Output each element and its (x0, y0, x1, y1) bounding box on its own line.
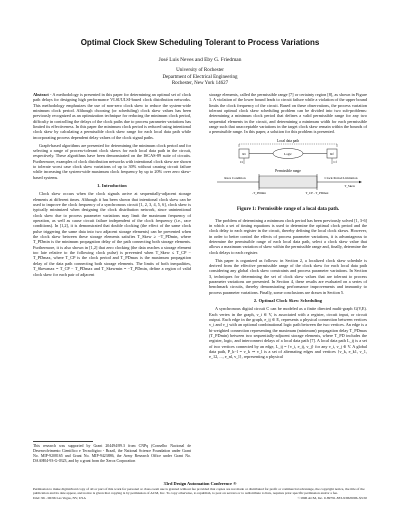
funding-footnote: This research was supported by Grant 204494/89.3 from CNPq (Conselho Nacional de Desenvolvimento Científico e Tecnológico - Brazil, the National Science Foundation under Grant No. MIP-9208165 and Grant No. MIP-9423886, the Army Research Office under Grant No. DAAH04-93-G-0323, and by a grant from the Xerox Corporation (33, 444, 191, 463)
clock-period-limitation-label: Clock Period Limitation (324, 176, 358, 181)
section-2-paragraph: A synchronous digital circuit C can be modeled as a finite directed multi-graph G(V,E). Each vertex in the graph, v_i ∈ V, is associated with a register, circuit input, or circuit output. Each edge in the graph, e_ij ∈ E, represents a physical connection between vertices v_i and v_j with an optional combinational logic path between the two vertices. An edge is a bi-weighted connection representing the maximum (minimum) propagation delay T_PDmax (T_PDmin) between two sequentially-adjacent storage elements, where T_PD includes the register, logic, and interconnect delays of a local data path [7]. A local data path L_ij is a set of two vertices connected by an edge, L_ij = {v_i, e_ij, v_j} for any v_i, v_j ∈ V. A global data path, P_k−l = v_k ⇝ v_l is a set of alternating edges and vertices {v_k, e_k1, v_1, e_12, ..., e_nl, v_l}, representing a physical (209, 306, 367, 360)
abstract-text: - A methodology is presented in this paper for determining an optimal set of clock path delays for designing high performance VLSI/ULSI-based clock distribution networks. This methodology emphasizes the use of non-zero clock skew to reduce the system-wide minimum clock period. Although choosing (or scheduling) clock skew values has been previously recognized as an optimization technique for reducing the minimum clock period, difficulty in controlling the delays of the clock paths due to process parameter variations has limited its effectiveness. In this paper the minimum clock period is reduced using intentional clock skew by calculating a permissible clock skew range for each local data path while incorporating process dependent delay values of the clock signal paths. (33, 92, 191, 140)
figure-1-diagram (209, 137, 367, 205)
section-2-heading: 2. Optimal Clock Skew Scheduling (253, 297, 323, 303)
cf-label: Cf (333, 160, 337, 165)
ri-label: Ri (242, 152, 246, 157)
section-1-heading: 1. Introduction (97, 183, 127, 188)
rf-label: Rf (330, 152, 334, 157)
race-condition-label: Race Condition (224, 176, 246, 181)
tskew-label: T_Skew (344, 184, 355, 189)
dac-copyright: ©1996 ACM, Inc. 0-89791-833-9/96/0006..$3.50 (297, 495, 367, 500)
logic-label: Logic (284, 152, 292, 157)
dac-venue: DAC 96 - 06/96 Las Vegas, NV, USA (33, 495, 86, 500)
abstract-paragraph-2: Graph-based algorithms are presented for determining the minimum clock period and for selecting a range of process-tolerant clock skews for each local data path in the circuit, respectively. These algorithms have been demonstrated on the ISCAS-89 suite of circuits. Furthermore, examples of clock distribution networks with intentional clock skew are shown to tolerate worst case clock skew variations of up to 30% without causing circuit failure while increasing the system-wide maximum clock frequency by up to 20% over zero skew-based systems. (33, 142, 191, 180)
tmax-label: T_CP - T_PDmax (305, 191, 329, 196)
skew-axis-arrow (359, 181, 362, 183)
permissible-range-region (259, 176, 317, 188)
left-column (33, 92, 191, 279)
abstract-label: Abstract (33, 92, 49, 97)
abstract-paragraph (33, 92, 191, 140)
local-data-path-label: Local data path (276, 139, 300, 144)
paper-title: Optimal Clock Skew Scheduling Tolerant to Process Variations (80, 38, 320, 47)
copyright-text: Permission to make digital/hard copy of all or part of this work for personal or class-room use is granted without fee provided that copies are not made or distributed for profit or commercial advantage, the copyright notice, the title of the publication and its date appear, and notice is given that copying is by permission of ACM, Inc. To copy otherwise, to republish, to post on servers or to redistribute to lists, requires prior specific permission and/or a fee. (33, 487, 365, 496)
affiliation-location: Rochester, New York 14627 (171, 81, 229, 87)
affiliation-university: University of Rochester (176, 68, 224, 73)
tmin-label: -T_PDmin (252, 191, 266, 196)
dac-line (33, 496, 367, 500)
affiliation-block (0, 68, 400, 88)
right-paragraph-1: The problem of determining a minimum clock period has been previously solved [1, 3-6] in which a set of timing equations is used to determine the optimal clock period and the clock delay to each register in the circuit, thereby defining the local clock skews. However, in order to better control the effects of process parameter variations, it is advantageous to determine the permissible range of each local data path, select a clock skew value that allows a maximum variation of skew within the permissible range and, finally, determine the clock delays to each register. (209, 217, 367, 255)
ci-label: Ci (240, 160, 244, 165)
paper-authors: José Luis Neves and Eby G. Friedman (158, 57, 242, 63)
figure-1-caption: Figure 1: Permissible range of a local data path. (236, 207, 340, 213)
affiliation-department: Department of Electrical Engineering (162, 74, 238, 80)
introduction-paragraph: Clock skew occurs when the clock signals arrive at sequentially-adjacent storage elements at different times. Although it has been shown that intentional clock skew can be used to improve the clock frequency of a synchronous circuit [1, 2, 3, 4, 5, 6], clock skew is typically minimized when designing the clock distribution network, since unintentional clock skew due to process parameter variations may limit the maximum frequency of operation, as well as cause circuit failure independent of the clock frequency (i.e., race conditions). In [1,2], it is demonstrated that double clocking (the effect of the same clock pulse triggering the same data into two adjacent storage elements) can be prevented when the clock skew between these storage elements satisfies T_Skew ≥ −T_PDmin, where T_PDmin is the minimum propagation delay of the path connecting both storage elements. Furthermore, it is also shown in [1,2] that zero clocking (the data reaches a storage element too late relative to the following clock pulse) is prevented when T_Skew ≤ T_CP − T_PDmax, where T_CP is the clock period and T_PDmax is the maximum propagation delay of the data path connecting both storage elements. The limits of both inequalities, T_Skewmax = T_CP − T_PDmax and T_Skewmin = −T_PDmin, define a region of valid clock skew for each pair of adjacent (33, 191, 191, 277)
footnote-rule (33, 441, 93, 442)
conference-name: 33rd Design Automation Conference ® (163, 481, 237, 486)
permissible-range-label: Permissible range (275, 169, 301, 174)
figure-1 (209, 137, 367, 205)
right-paragraph-0: storage elements, called the permissible range [7] or certainty region [8], as shown in Figure 1. A violation of the lower bound leads to circuit failure while a violation of the upper bound limits the clock frequency of the circuit. Based on these observations, the process variation tolerant optimal clock skew scheduling problem can be divided into two sub-problems: determining a minimum clock period that defines a valid permissible range for any two sequential elements in the circuit, and determining a minimum width for each permissible range such that unacceptable variations in the target clock skew remain within the bounds of a permissible range. In this paper, a solution for this problem is presented. (209, 92, 367, 135)
copyright-notice (33, 487, 367, 500)
right-column (209, 92, 367, 362)
right-paragraph-2: This paper is organized as follows: in Section 2, a localized clock skew schedule is derived from the effective permissible range of the clock skew for each local data path considering any global clock skew constraints and process parameter variations. In Section 3, techniques for determining the set of clock skew values that are tolerant to process parameter variations are presented. In Section 4, these results are evaluated on a series of benchmark circuits, thereby demonstrating performance improvements and immunity to process parameter variations. Finally, some conclusions are drawn in Section 5. (209, 257, 367, 295)
